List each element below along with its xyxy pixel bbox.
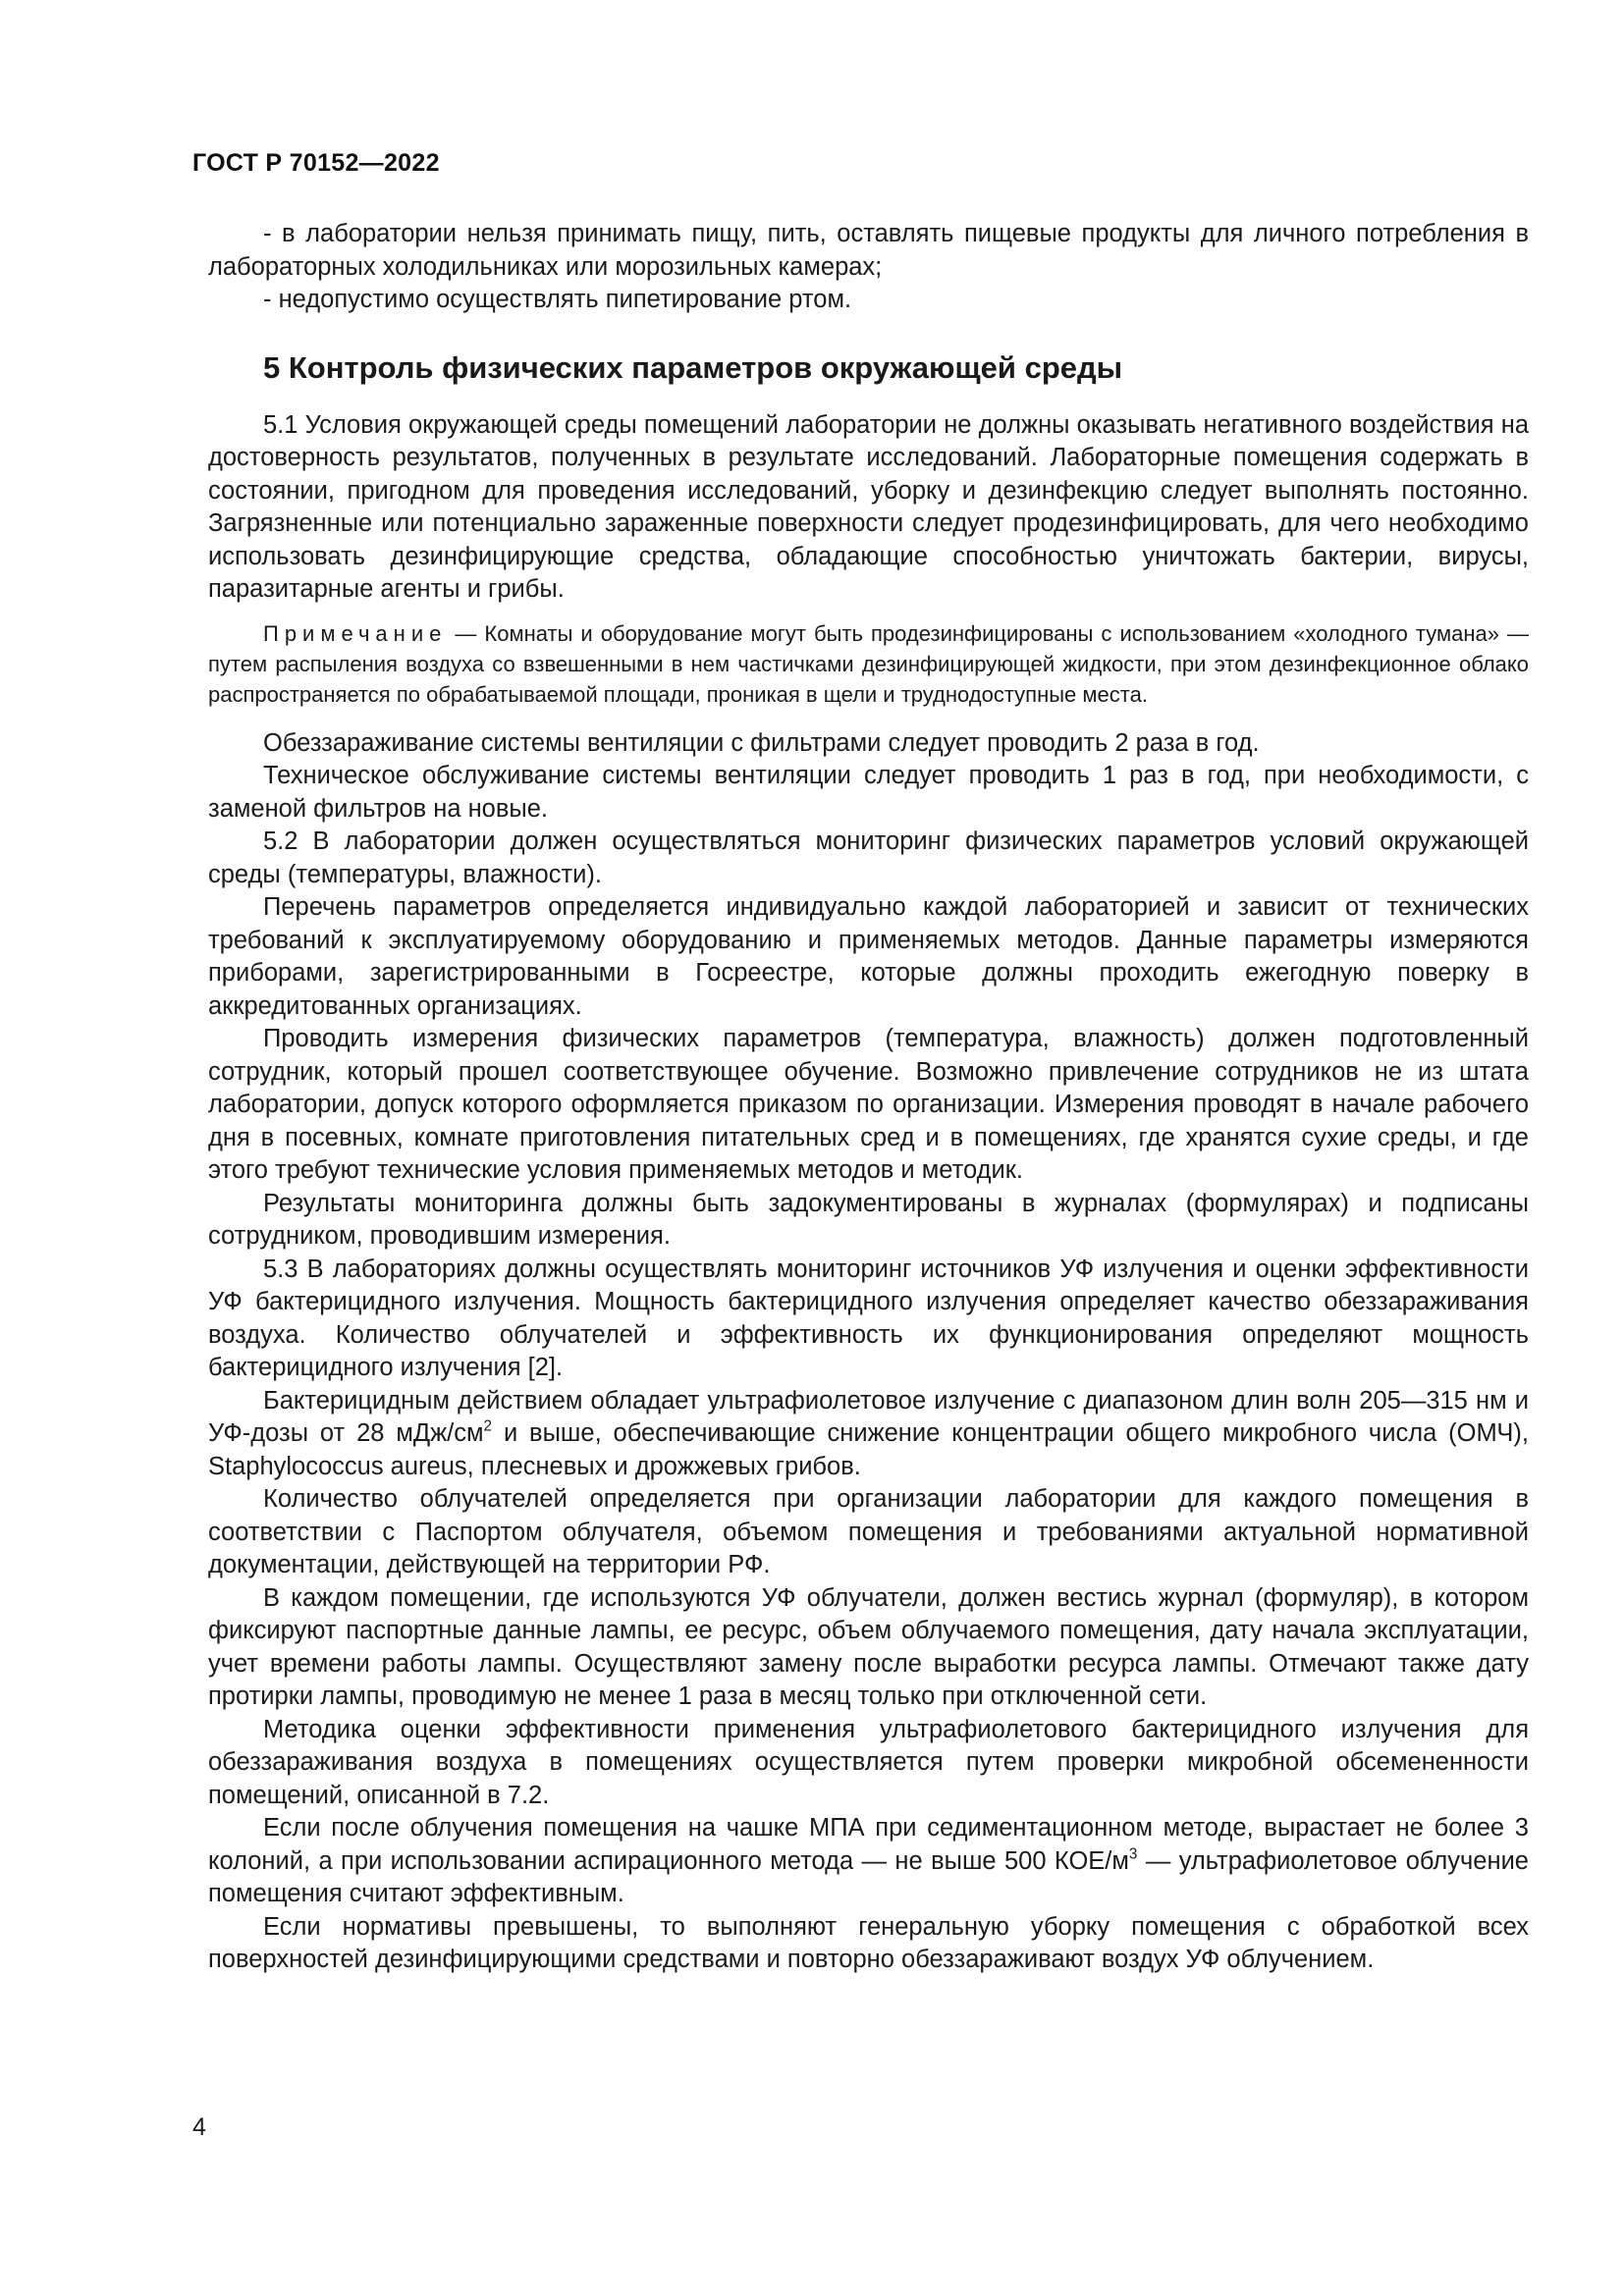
paragraph-bactericidal: Бактерицидным действием обладает ультрафиолетовое излучение с диапазоном длин волн 205—315 нм и УФ-дозы от 28 мДж/$см^2$ и выше, обеспечивающие снижение концентрации общего микробного числа (ОМЧ), Staphylococcus aureus, плесневых и дрожжевых грибов.: [208, 1386, 1529, 1480]
paragraph-method: Методика оценки эффективности применения ультрафиолетового бактерицидного излучения для обеззараживания воздуха в помещениях осуществляется путем проверки микробной обсемененности помещений, описанной в 7.2.: [208, 1715, 1529, 1809]
note: [208, 618, 1529, 710]
paragraph-journal: В каждом помещении, где используются УФ облучатели, должен вестись журнал (формуляр), в котором фиксируют паспортные данные лампы, ее ресурс, объем облучаемого помещения, дату начала эксплуатации, учет времени работы лампы. Осуществляют замену после выработки ресурса лампы. Отмечают также дату протирки лампы, проводимую не менее 1 раза в месяц только при отключенной сети.: [208, 1583, 1529, 1710]
page-number: 4: [192, 2113, 206, 2141]
paragraph-measurement: Проводить измерения физических параметров (температура, влажность) должен подготовленный сотрудник, который прошел соответствующее обучение. Возможно привлечение сотрудников не из штата лаборатории, допуск которого оформляется приказом по организации. Измерения проводят в начале рабочего дня в посевных, комнате приготовления питательных сред и в помещениях, где хранятся сухие среды, и где этого требуют технические условия применяемых методов и методик.: [208, 1025, 1529, 1184]
paragraph-exceeded: Если нормативы превышены, то выполняют генеральную уборку помещения с обработкой всех поверхностей дезинфицирующими средствами и повторно обеззараживают воздух УФ облучением.: [208, 1912, 1529, 1973]
paragraph-5-1: 5.1 Условия окружающей среды помещений лаборатории не должны оказывать негативного воздействия на достоверность результатов, полученных в результате исследований. Лабораторные помещения содержать в состоянии, пригодном для проведения исследований, уборку и дезинфекцию следует выполнять постоянно. Загрязненные или потенциально зараженные поверхности следует продезинфицировать, для чего необходимо использовать дезинфицирующие средства, обладающие способностью уничтожать бактерии, вирусы, паразитарные агенты и грибы.: [208, 410, 1529, 603]
document-body: [208, 218, 1529, 1977]
paragraph-effectiveness: Если после облучения помещения на чашке МПА при седиментационном методе, вырастает не более 3 колоний, а при использовании аспирационного метода — не выше 500 КОЕ/$м^3$ — ультрафиолетовое облучение помещения считают эффективным.: [208, 1814, 1529, 1907]
note-text: — Комнаты и оборудование могут быть продезинфицированы с использованием «холодного тумана» — путем распыления воздуха со взвешенными в нем частичками дезинфицирующей жидкости, при этом дезинфекционное облако распространяется по обрабатываемой площади, проникая в щели и труднодоступные места.: [208, 620, 1529, 707]
document-header: ГОСТ Р 70152—2022: [192, 149, 440, 177]
section-title: 5 Контроль физических параметров окружающей среды: [263, 349, 1123, 385]
note-label: Примечание: [263, 620, 448, 646]
paragraph-ventilation-2: Техническое обслуживание системы вентиляции следует проводить 1 раз в год, при необходимости, с заменой фильтров на новые.: [208, 762, 1529, 823]
intro-list-item: - в лаборатории нельзя принимать пищу, пить, оставлять пищевые продукты для личного потребления в лабораторных холодильниках или морозильных камерах;: [208, 220, 1529, 281]
paragraph-results: Результаты мониторинга должны быть задокументированы в журналах (формулярах) и подписаны сотрудником, проводившим измерения.: [208, 1189, 1529, 1250]
paragraph-irradiator-count: Количество облучателей определяется при организации лаборатории для каждого помещения в соответствии с Паспортом облучателя, объемом помещения и требованиями актуальной нормативной документации, действующей на территории РФ.: [208, 1485, 1529, 1578]
paragraph-5-3: 5.3 В лабораториях должны осуществлять мониторинг источников УФ излучения и оценки эффективности УФ бактерицидного излучения. Мощность бактерицидного излучения определяет качество обеззараживания воздуха. Количество облучателей и эффективность их функционирования определяют мощность бактерицидного излучения [2].: [208, 1255, 1529, 1381]
paragraph-ventilation-1: Обеззараживание системы вентиляции с фильтрами следует проводить 2 раза в год.: [263, 728, 1260, 757]
intro-list-item: - недопустимо осуществлять пипетирование ртом.: [263, 286, 852, 313]
paragraph-5-2: 5.2 В лаборатории должен осуществляться мониторинг физических параметров условий окружающей среды (температуры, влажности).: [208, 828, 1529, 888]
paragraph-parameter-list: Перечень параметров определяется индивидуально каждой лабораторией и зависит от технических требований к эксплуатируемому оборудованию и применяемых методов. Данные параметры измеряются приборами, зарегистрированными в Госреестре, которые должны проходить ежегодную поверку в аккредитованных организациях.: [208, 893, 1529, 1020]
